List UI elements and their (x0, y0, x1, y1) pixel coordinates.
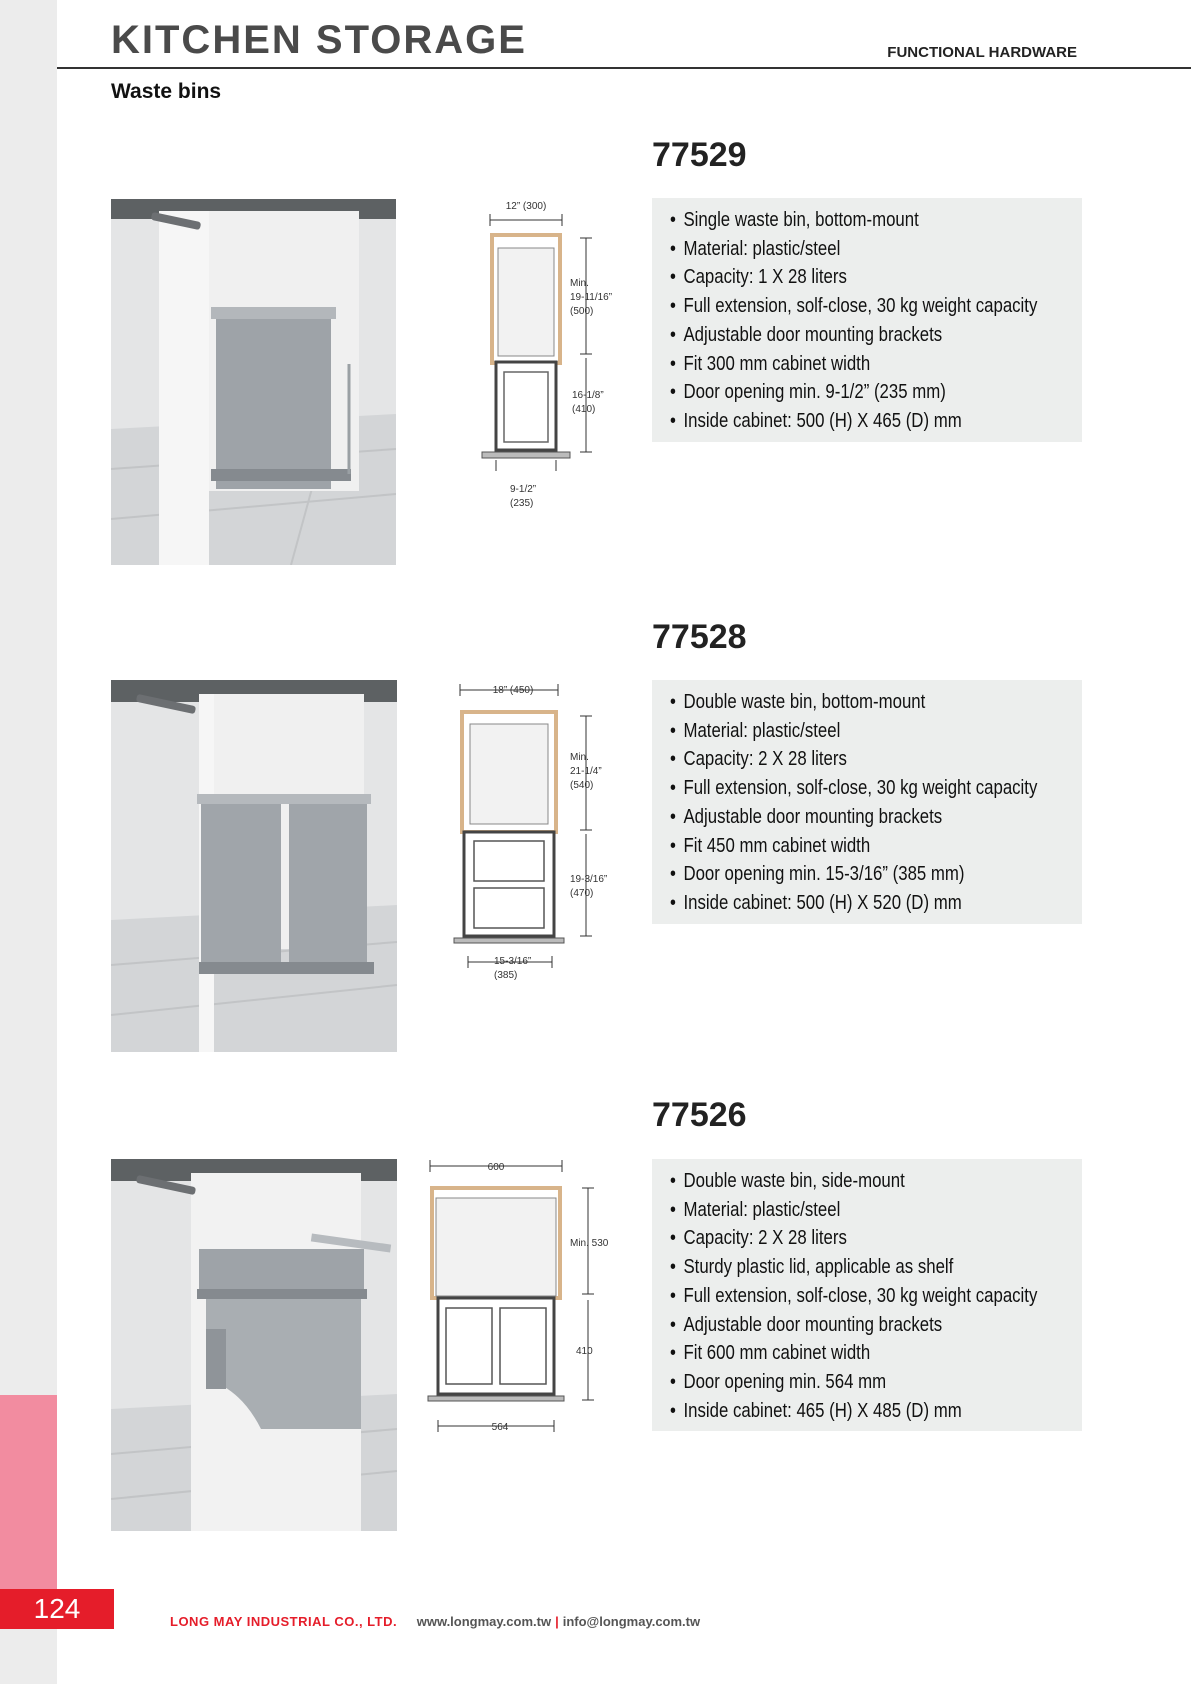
spec-item: • Capacity: 2 X 28 liters (670, 745, 1016, 774)
spec-item: • Fit 300 mm cabinet width (670, 350, 1016, 379)
spec-box (652, 680, 1082, 924)
product-code: 77526 (652, 1096, 747, 1134)
footer-company: LONG MAY INDUSTRIAL CO., LTD. (170, 1614, 398, 1629)
spec-item: • Inside cabinet: 500 (H) X 520 (D) mm (670, 889, 1016, 918)
spec-item: • Sturdy plastic lid, applicable as shelf (670, 1253, 1016, 1282)
spec-item: • Capacity: 2 X 28 liters (670, 1224, 1016, 1253)
product-photo (111, 199, 396, 565)
page-footer (170, 1614, 700, 1629)
spec-item: • Full extension, solf-close, 30 kg weight capacity (670, 292, 1016, 321)
footer-email[interactable]: info@longmay.com.tw (562, 1614, 701, 1629)
dimension-drawing (426, 1160, 636, 1445)
spec-item: • Double waste bin, bottom-mount (670, 688, 1016, 717)
spec-item: • Inside cabinet: 465 (H) X 485 (D) mm (670, 1397, 1016, 1426)
section-heading: Waste bins (111, 80, 222, 103)
spec-box (652, 198, 1082, 442)
spec-item: • Material: plastic/steel (670, 235, 1016, 264)
dim-upper-line3: (540) (570, 780, 594, 791)
dim-lower-line2: (470) (570, 888, 594, 899)
spec-item: • Material: plastic/steel (670, 1196, 1016, 1225)
dim-bottom-label: 564 (491, 1422, 509, 1433)
spec-box (652, 1159, 1082, 1431)
dim-bottom-line2: (385) (494, 970, 518, 981)
dim-upper-line2: 21-1/4” (570, 766, 602, 777)
dim-bottom-line1: 15-3/16” (494, 956, 532, 967)
dim-width-label: 12” (300) (505, 201, 547, 212)
dim-bottom-line2: (235) (510, 498, 534, 509)
product-code: 77528 (652, 618, 747, 656)
spec-item: • Single waste bin, bottom-mount (670, 206, 1016, 235)
spec-item: • Adjustable door mounting brackets (670, 803, 1016, 832)
spec-item: • Fit 450 mm cabinet width (670, 832, 1016, 861)
footer-separator: | (555, 1614, 559, 1629)
spec-item: • Adjustable door mounting brackets (670, 1311, 1016, 1340)
spec-item: • Adjustable door mounting brackets (670, 321, 1016, 350)
spec-item: • Double waste bin, side-mount (670, 1167, 1016, 1196)
spec-item: • Material: plastic/steel (670, 717, 1016, 746)
dim-lower-line1: 19-3/16” (570, 874, 608, 885)
dim-upper-label: Min. 530 (570, 1238, 609, 1249)
page-subcategory: FUNCTIONAL HARDWARE (887, 44, 1077, 61)
product-code: 77529 (652, 136, 747, 174)
header-divider (57, 67, 1191, 69)
spec-item: • Full extension, solf-close, 30 kg weight capacity (670, 774, 1016, 803)
spec-item: • Fit 600 mm cabinet width (670, 1339, 1016, 1368)
chapter-tab (0, 1395, 57, 1590)
page-number: 124 (0, 1589, 114, 1629)
dim-lower-line2: (410) (572, 404, 596, 415)
spec-item: • Door opening min. 15-3/16” (385 mm) (670, 860, 1016, 889)
footer-website[interactable]: www.longmay.com.tw (416, 1614, 552, 1629)
dimension-drawing (478, 196, 638, 521)
spec-item: • Full extension, solf-close, 30 kg weight capacity (670, 1282, 1016, 1311)
dim-bottom-line1: 9-1/2” (510, 484, 537, 495)
spec-item: • Capacity: 1 X 28 liters (670, 263, 1016, 292)
dim-width-label: 18” (450) (492, 685, 534, 696)
spec-item: • Door opening min. 9-1/2” (235 mm) (670, 378, 1016, 407)
dim-upper-line1: Min. (570, 752, 589, 763)
dim-upper-line1: Min. (570, 278, 589, 289)
spec-item: • Inside cabinet: 500 (H) X 465 (D) mm (670, 407, 1016, 436)
page-title: KITCHEN STORAGE (111, 18, 527, 62)
dim-lower-line1: 16-1/8” (572, 390, 604, 401)
spec-item: • Door opening min. 564 mm (670, 1368, 1016, 1397)
product-photo (111, 680, 397, 1052)
dimension-drawing (448, 678, 638, 993)
dim-upper-line3: (500) (570, 306, 594, 317)
product-photo (111, 1159, 397, 1531)
dim-upper-line2: 19-11/16” (570, 292, 613, 303)
dim-width-label: 600 (487, 1162, 505, 1173)
dim-lower-label: 410 (576, 1346, 593, 1357)
